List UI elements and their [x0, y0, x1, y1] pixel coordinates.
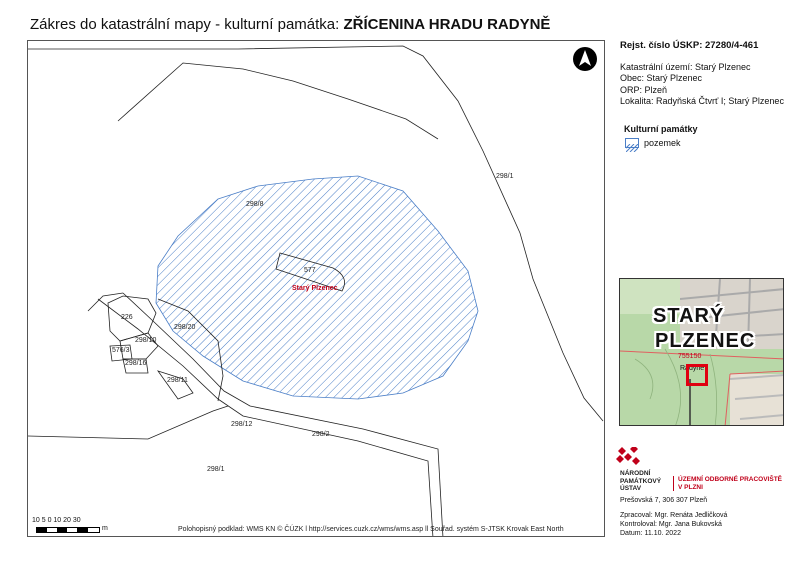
- registration-number: Rejst. číslo ÚSKP: 27280/4-461: [620, 40, 759, 51]
- office-name: [673, 476, 782, 491]
- parcel-outline-west: [88, 293, 123, 311]
- legend-item-label: pozemek: [644, 138, 681, 148]
- credits-block: [620, 511, 727, 538]
- inset-ruin-label: Radyně: [680, 365, 705, 372]
- parcel-label-298-11: 298/11: [167, 377, 188, 384]
- cadastral-map[interactable]: [27, 40, 605, 537]
- municipality: Obec: Starý Plzenec: [620, 73, 703, 83]
- parcel-label-577: 577: [304, 267, 316, 274]
- parcel-label-298-20: 298/20: [174, 324, 196, 331]
- inset-height-label: 755150: [678, 353, 702, 360]
- parcel-label-576-3: 576/3: [112, 347, 130, 354]
- map-credit: Polohopisný podklad: WMS KN © ČÚZK l http://services.cuzk.cz/wms/wms.asp ll Souřad. systém S-JTSK Krovak East North: [178, 526, 564, 533]
- map-title: [30, 16, 550, 33]
- inset-highlight-box: [686, 364, 708, 386]
- legend-hatch-swatch: [625, 138, 639, 148]
- organization-name: [620, 470, 661, 493]
- office-line-1: ÚZEMNÍ ODBORNÉ PRACOVIŠTĚ: [678, 476, 783, 483]
- locality: Lokalita: Radyňská Čtvrť I; Starý Plzenec: [620, 96, 784, 106]
- checked-by: Kontroloval: Mgr. Jana Bukovská: [620, 521, 722, 528]
- parcel-label-226: 226: [121, 314, 133, 321]
- north-arrow-icon: [573, 47, 597, 71]
- parcel-label-298-8: 298/8: [246, 201, 264, 208]
- info-panel: [620, 40, 798, 108]
- parcel-label-298-12: 298/12: [231, 421, 253, 428]
- org-line-3: ÚSTAV: [620, 485, 642, 492]
- inset-canvas: [620, 279, 784, 426]
- address: Prešovská 7, 306 307 Plzeň: [620, 497, 708, 504]
- scale-bar-graphic: [36, 527, 100, 533]
- org-line-2: PAMÁTKOVÝ: [620, 477, 662, 485]
- legend-title: Kulturní památky: [624, 124, 698, 134]
- scale-unit: m: [102, 525, 108, 532]
- processed-by: Zpracoval: Mgr. Renáta Jedličková: [620, 512, 728, 519]
- scale-ticks: 10 5 0 10 20 30: [32, 517, 81, 524]
- date: Datum: 11.10. 2022: [620, 530, 681, 537]
- org-line-1: NÁRODNÍ: [620, 470, 651, 477]
- parcel-label-298-16: 298/16: [125, 360, 147, 367]
- office-line-2: V PLZNI: [678, 483, 703, 491]
- parcel-label-298-2: 298/2: [312, 431, 330, 438]
- parcel-298-11: [158, 371, 193, 399]
- cadastral-area: Katastrální území: Starý Plzenec: [620, 61, 751, 72]
- title-prefix: Zákres do katastrální mapy - kulturní památka:: [30, 16, 344, 33]
- orp: ORP: Plzeň: [620, 84, 668, 95]
- road-edge-lower: [28, 406, 228, 439]
- inset-town-line-1: STARÝ: [653, 305, 725, 327]
- parcel-label-298-10: 298/10: [135, 337, 157, 344]
- monument-name: ZŘÍCENINA HRADU RADYNĚ: [343, 16, 551, 33]
- overview-inset-map[interactable]: [619, 278, 784, 426]
- parcel-label-298-1-south: 298/1: [207, 466, 225, 473]
- inset-town-line-2: PLZENEC: [655, 330, 756, 352]
- parcel-boundary-298-1-upper: [118, 63, 438, 139]
- place-label: Starý Plzenec: [292, 285, 338, 292]
- parcel-label-298-1: 298/1: [496, 173, 514, 180]
